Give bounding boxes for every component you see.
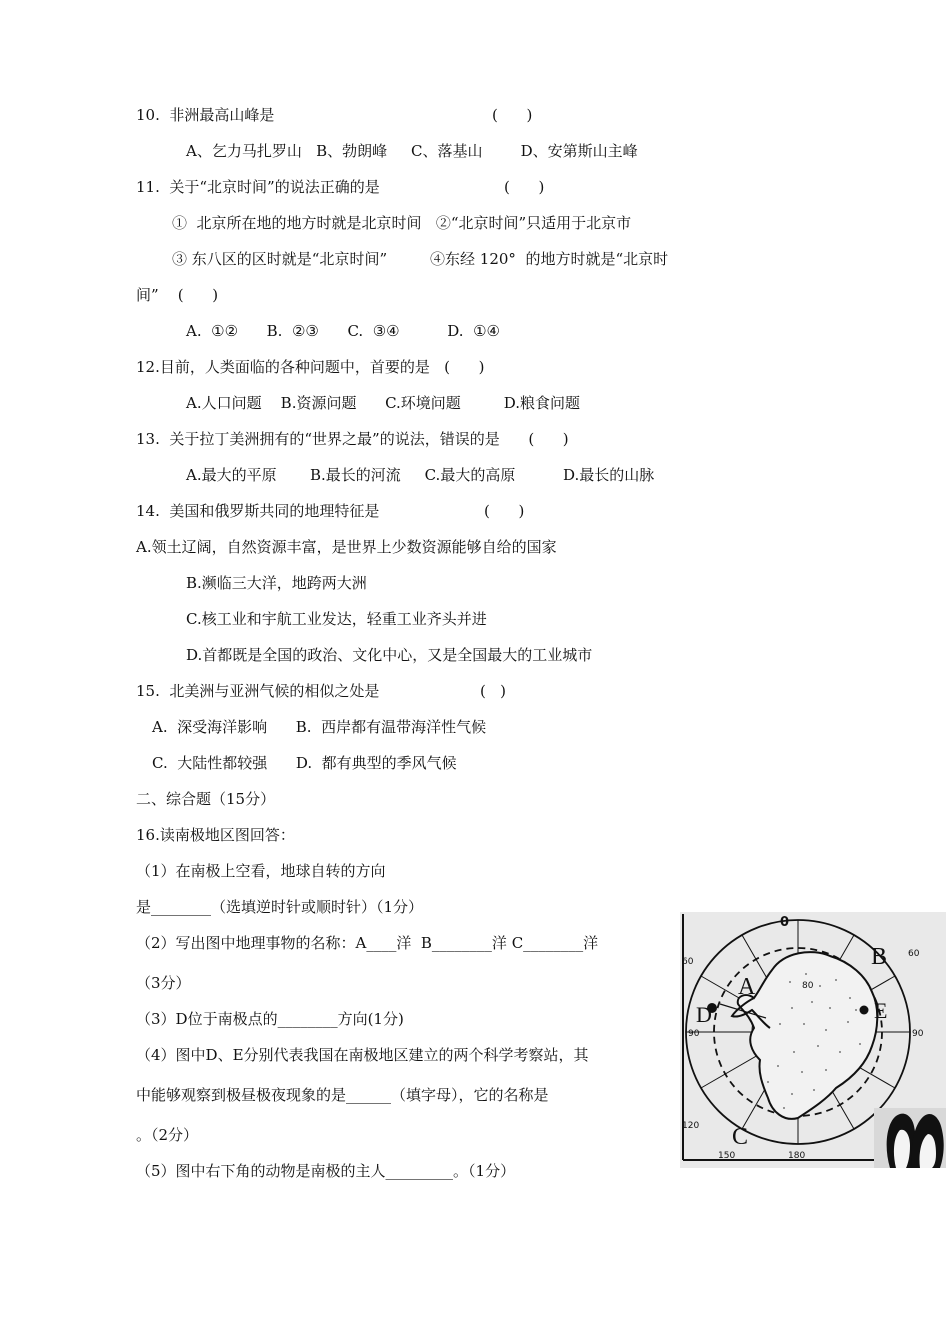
degree-label-180: 180 <box>788 1151 806 1161</box>
q16-stem: 16.读南极地区图回答： <box>136 826 295 844</box>
q16-part-4-line-1: （4）图中D、E分别代表我国在南极地区建立的两个科学考察站，其 <box>136 1046 589 1064</box>
map-label-e: E <box>874 998 888 1023</box>
q16-part-1-line-2: 是________（选填逆时针或顺时针）（1分） <box>136 898 424 916</box>
q14-stem: 14. 美国和俄罗斯共同的地理特征是 <box>136 502 380 520</box>
q15-stem: 15. 北美洲与亚洲气候的相似之处是 <box>136 682 380 700</box>
map-label-c: C <box>732 1124 749 1150</box>
degree-label-150: 150 <box>718 1151 736 1161</box>
q11-statement-2: ③ 东八区的区时就是“北京时间” ④东经 120° 的地方时就是“北京时 <box>172 250 669 268</box>
q13-stem: 13. 关于拉丁美洲拥有的“世界之最”的说法，错误的是 ( ) <box>136 430 569 448</box>
q14-option-a: A.领土辽阔，自然资源丰富，是世界上少数资源能够自给的国家 <box>136 538 557 556</box>
q12-options: A.人口问题 B.资源问题 C.环境问题 D.粮食问题 <box>186 394 580 412</box>
q16-part-1-line-1: （1）在南极上空看，地球自转的方向 <box>136 862 386 880</box>
section-2-heading: 二、综合题（15分） <box>136 790 276 808</box>
q16-part-4-line-3: 。（2分） <box>136 1126 199 1144</box>
q12-stem: 12.目前，人类面临的各种问题中，首要的是 ( ) <box>136 358 485 376</box>
q11-answer-paren: ( ) <box>504 178 545 196</box>
q11-statement-3: 间” ( ) <box>136 286 219 304</box>
q14-option-d: D.首都既是全国的政治、文化中心，又是全国最大的工业城市 <box>186 646 593 664</box>
degree-label-80: 80 <box>802 981 814 991</box>
antarctica-map <box>680 912 946 1168</box>
q11-stem: 11. 关于“北京时间”的说法正确的是 <box>136 178 380 196</box>
q15-options-row-1: A. 深受海洋影响 B. 西岸都有温带海洋性气候 <box>152 718 487 736</box>
penguins-illustration <box>874 1108 946 1168</box>
q15-options-row-2: C. 大陆性都较强 D. 都有典型的季风气候 <box>152 754 457 772</box>
q11-options: A. ①② B. ②③ C. ③④ D. ①④ <box>186 322 500 340</box>
q10-stem: 10. 非洲最高山峰是 <box>136 106 275 124</box>
station-e-dot <box>860 1006 869 1015</box>
q10-answer-paren: ( ) <box>492 106 533 124</box>
q13-options: A.最大的平原 B.最长的河流 C.最大的高原 D.最长的山脉 <box>186 466 655 484</box>
degree-label-0: 0 <box>780 915 790 930</box>
q16-part-2-line-2: （3分） <box>136 974 191 992</box>
q16-part-3: （3）D位于南极点的________方向(1分) <box>136 1010 404 1028</box>
q11-statement-1: ① 北京所在地的地方时就是北京时间 ②“北京时间”只适用于北京市 <box>172 214 632 232</box>
q14-option-b: B.濒临三大洋，地跨两大洲 <box>186 574 367 592</box>
q16-part-2-line-1: （2）写出图中地理事物的名称：A____洋 B________洋 C________洋 <box>136 934 599 952</box>
degree-label-60-left: 60 <box>682 957 694 967</box>
degree-label-60-right: 60 <box>908 949 920 959</box>
q16-part-4-line-2: 中能够观察到极昼极夜现象的是______（填字母），它的名称是 <box>136 1086 549 1104</box>
q14-option-c: C.核工业和宇航工业发达，轻重工业齐头并进 <box>186 610 487 628</box>
q14-answer-paren: ( ) <box>484 502 525 520</box>
q15-answer-paren: ( ) <box>480 682 507 700</box>
degree-label-120: 120 <box>682 1121 700 1131</box>
map-label-b: B <box>871 944 888 970</box>
degree-label-90-left: 90 <box>688 1029 700 1039</box>
map-label-a: A <box>738 974 756 1000</box>
q16-part-5: （5）图中右下角的动物是南极的主人_________。（1分） <box>136 1162 516 1180</box>
antarctica-map-drawing <box>680 912 946 1168</box>
q10-options: A、乞力马扎罗山 B、勃朗峰 C、落基山 D、安第斯山主峰 <box>186 142 638 160</box>
degree-label-90-right: 90 <box>912 1029 924 1039</box>
map-label-d: D <box>696 1002 712 1027</box>
